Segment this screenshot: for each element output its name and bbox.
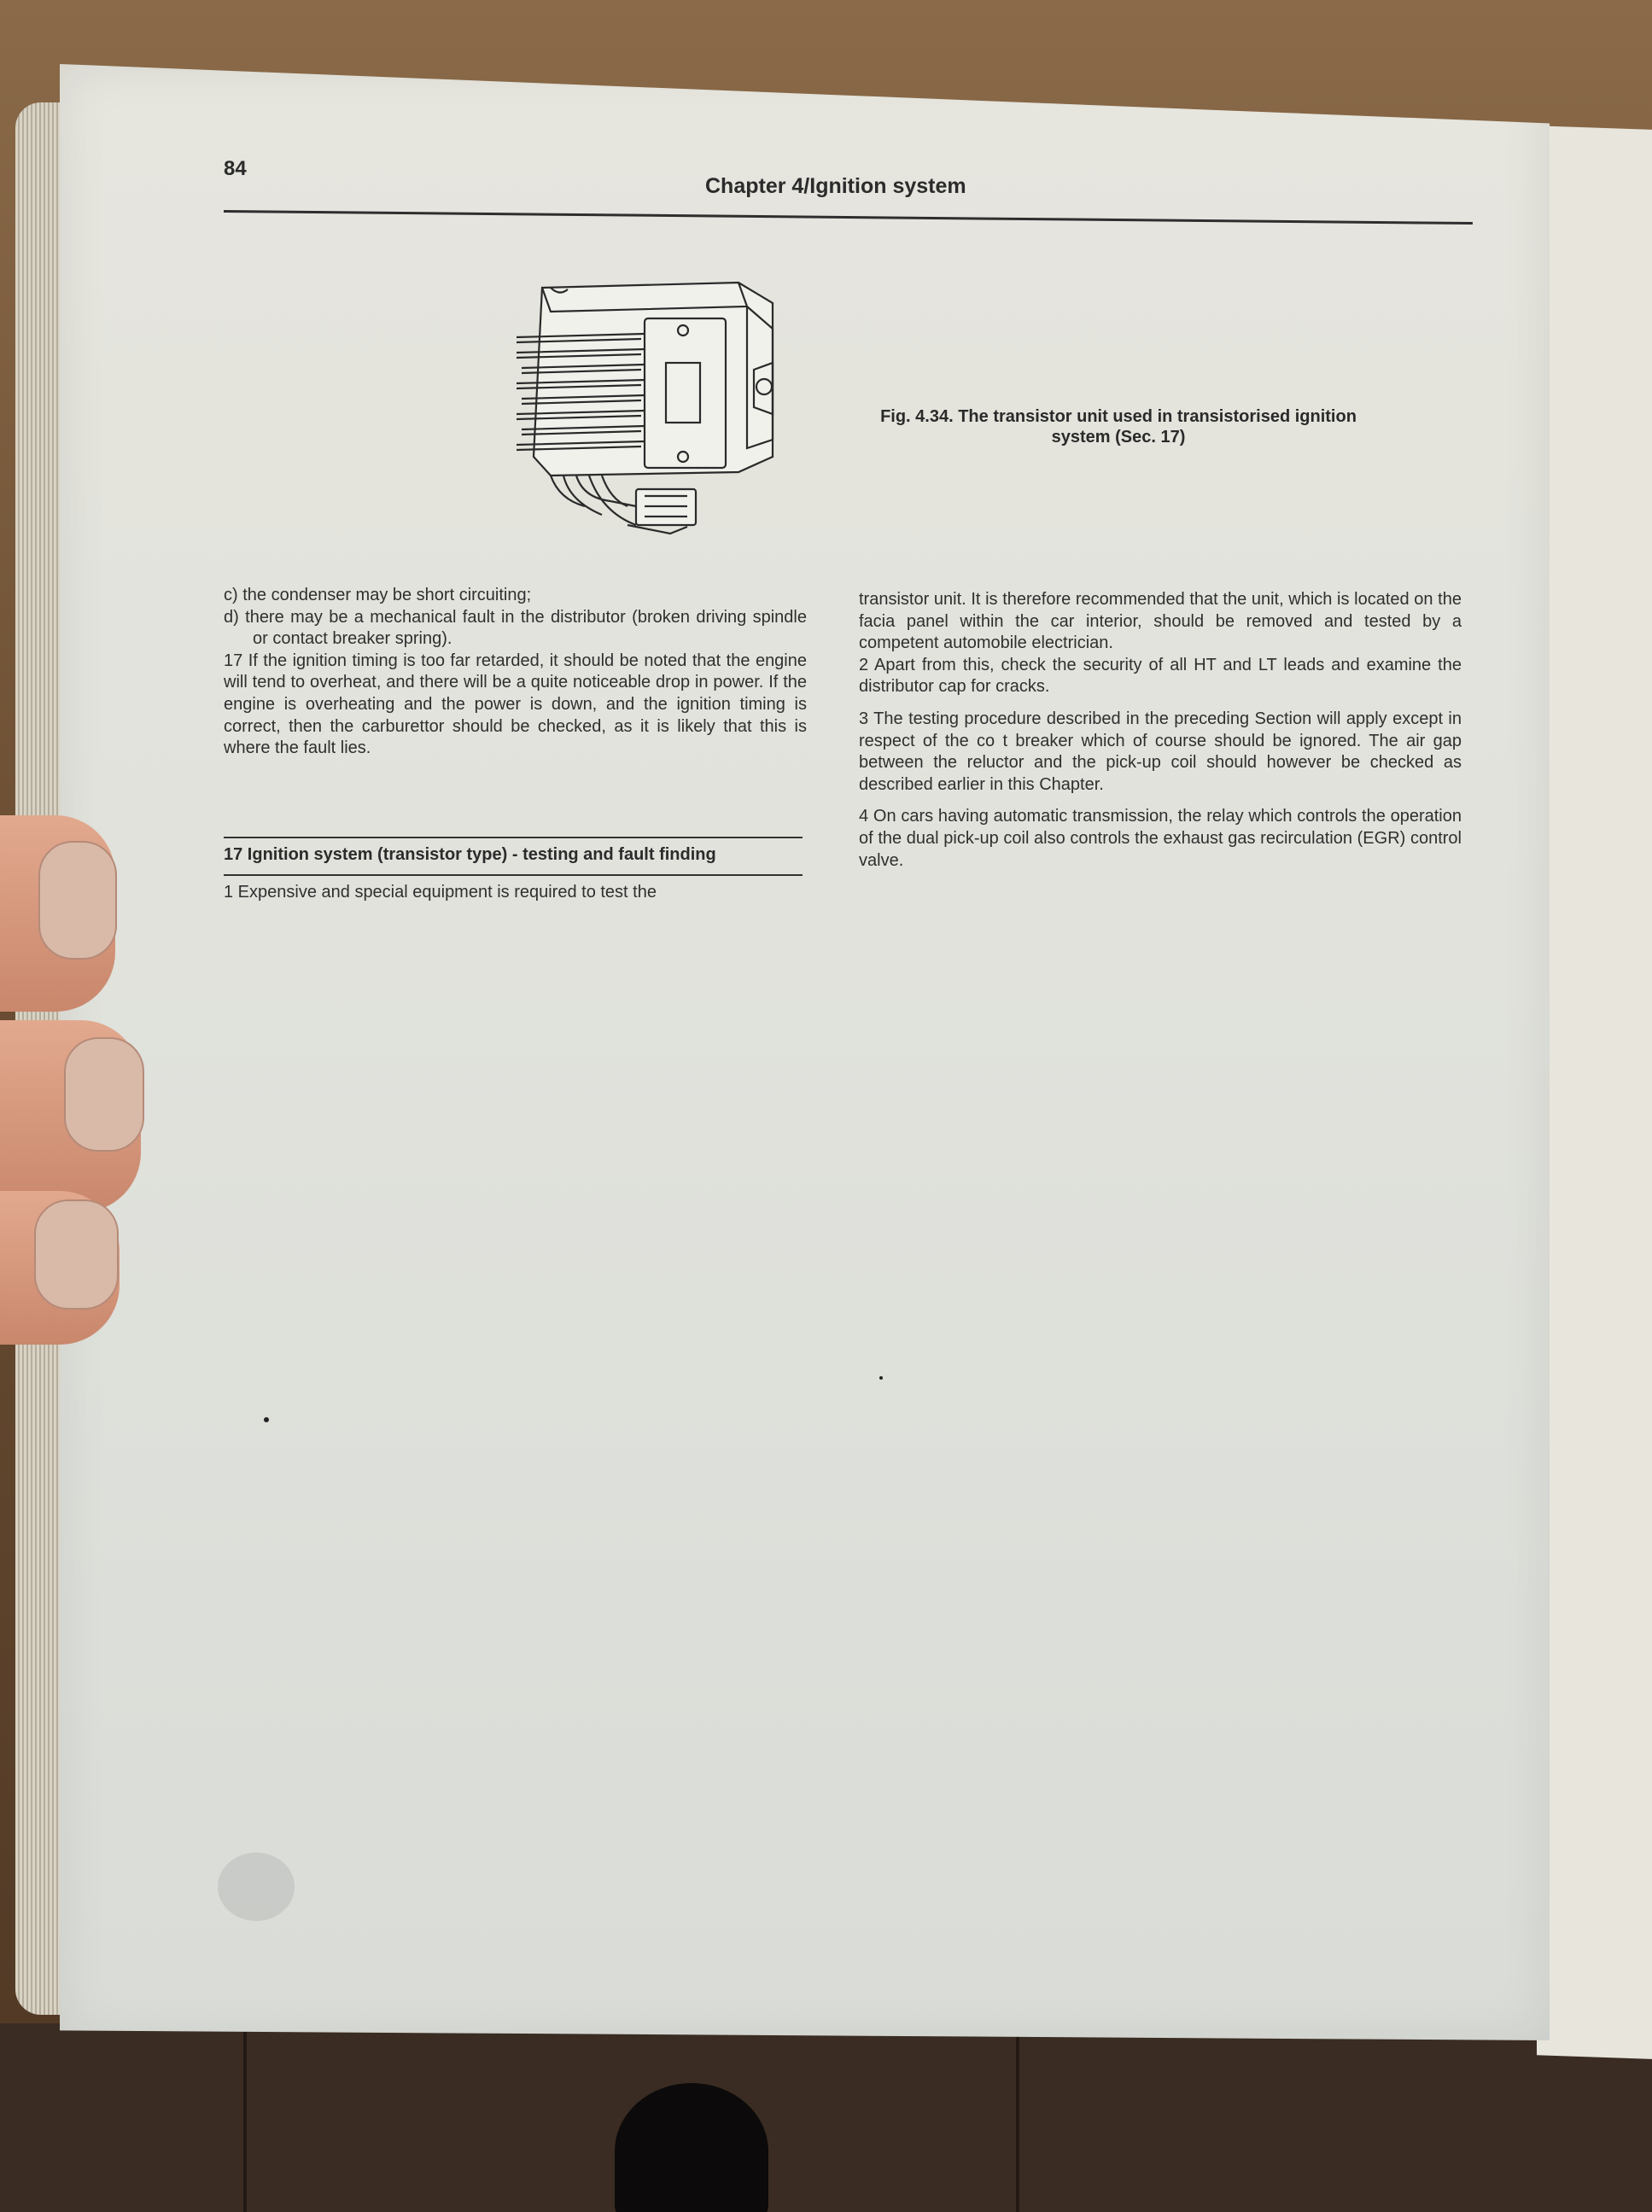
fingernail: [64, 1037, 144, 1152]
transistor-unit-icon: [517, 283, 773, 534]
ink-speck: [879, 1376, 883, 1380]
paragraph-17: 17 If the ignition timing is too far retarded, it should be noted that the engine will tend to overheat, and there will be a quite noticeable drop in power. If the engine is overheating and the power is down, and the ignition timing is correct, then the carburettor should be checked, as it is likely that this is where the fault lies.: [224, 651, 807, 758]
fingernail: [38, 841, 117, 960]
list-item-c: c) the condenser may be short circuiting;: [224, 586, 532, 604]
fingernail: [34, 1199, 119, 1310]
paragraph-4: 4 On cars having automatic transmission, the relay which controls the operation of the dual pick-up coil also controls the exhaust gas recirculation (EGR) control valve.: [859, 807, 1462, 870]
running-head: Chapter 4/Ignition system: [705, 174, 966, 198]
section-rule-bottom: [224, 874, 803, 876]
floor-tiles: [0, 2023, 1652, 2212]
list-item-d: d) there may be a mechanical fault in the distributor (broken driving spindle or contact breaker spring).: [224, 607, 807, 649]
section-heading: 17 Ignition system (transistor type) - testing and fault finding: [224, 845, 716, 864]
camera-shadow: [615, 2083, 768, 2212]
figure-caption-line1: Fig. 4.34. The transistor unit used in transistorised ignition: [880, 407, 1357, 426]
paragraph-gap: [859, 698, 1462, 709]
figure-caption: [841, 406, 1396, 447]
transistor-unit-illustration: [517, 277, 798, 551]
tile-seam: [1016, 2023, 1019, 2212]
page-smudge: [218, 1853, 295, 1921]
left-column: [224, 585, 807, 760]
paragraph-gap: [859, 796, 1462, 806]
ink-speck: [264, 1417, 269, 1422]
facing-page-edge: [1537, 125, 1652, 2060]
section-paragraph-1: 1 Expensive and special equipment is required to test the: [224, 883, 657, 902]
paragraph-3: 3 The testing procedure described in the preceding Section will apply except in respect of the co t breaker which of course should be ignored. The air gap between the reluctor and the pick-up coil should however be checked as described earlier in this Chapter.: [859, 709, 1462, 794]
figure-caption-line2: system (Sec. 17): [1051, 428, 1186, 446]
section-rule-top: [224, 837, 803, 838]
right-column: [859, 589, 1462, 872]
book-page: [60, 64, 1550, 2040]
paragraph-1-continued: transistor unit. It is therefore recommended that the unit, which is located on the facia panel within the car interior, should be removed and tested by a competent automobile electrician.: [859, 590, 1462, 653]
paragraph-2: 2 Apart from this, check the security of all HT and LT leads and examine the distributor cap for cracks.: [859, 655, 1462, 697]
tile-seam: [243, 2023, 247, 2212]
page-number: 84: [224, 157, 247, 180]
